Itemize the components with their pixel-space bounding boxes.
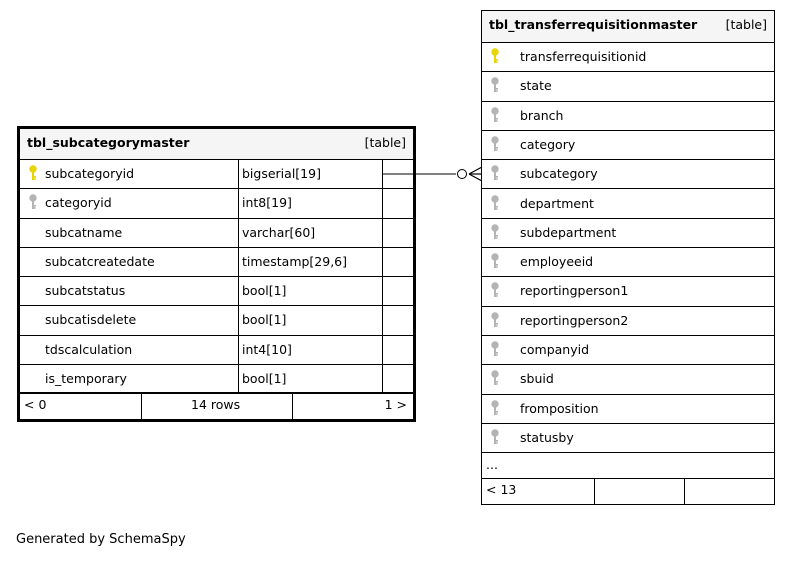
foreign-key-icon (490, 165, 500, 181)
column-name: tdscalculation (45, 341, 133, 357)
foreign-key-icon (490, 136, 500, 152)
primary-key-icon (490, 48, 500, 64)
table-row (482, 102, 774, 131)
table-footer (20, 392, 413, 419)
table-row (482, 72, 774, 101)
primary-key-icon (28, 165, 38, 181)
table-kind: [table] (364, 135, 406, 150)
subcategorymaster-table[interactable] (17, 126, 416, 422)
transferrequisitionmaster-table[interactable] (481, 10, 775, 505)
table-row (20, 336, 413, 365)
column-name: subcatname (45, 224, 123, 240)
column-divider (382, 160, 383, 393)
column-type: timestamp[29,6] (242, 253, 348, 269)
column-type: bool[1] (242, 370, 287, 386)
column-name: state (520, 78, 552, 94)
column-type: bigserial[19] (242, 166, 321, 181)
column-name: sbuid (520, 371, 554, 387)
table-name: tbl_subcategorymaster (27, 135, 190, 150)
column-name: employeeid (520, 254, 594, 270)
table-row (20, 277, 413, 306)
column-type: varchar[60] (242, 224, 316, 240)
table-kind: [table] (725, 17, 767, 32)
table-header (482, 11, 774, 43)
column-type: bool[1] (242, 283, 287, 298)
column-type: bool[1] (242, 312, 287, 328)
foreign-key-icon (490, 370, 500, 386)
footer-divider (594, 478, 595, 504)
table-row (482, 43, 774, 72)
column-name: branch (520, 107, 564, 123)
table-header (20, 129, 413, 160)
column-name: is_temporary (45, 370, 127, 386)
table-row (482, 131, 774, 160)
footer-children: 1 > (384, 397, 407, 412)
table-row (482, 395, 774, 424)
table-row (482, 160, 774, 189)
table-row (20, 365, 413, 394)
table-row (482, 219, 774, 248)
column-name: subcategoryid (45, 166, 135, 181)
generated-by-credit: Generated by SchemaSpy (16, 532, 186, 547)
table-footer (482, 478, 774, 504)
footer-parents: < 0 (24, 397, 47, 412)
column-name: subdepartment (520, 224, 617, 240)
column-name: subcategory (520, 166, 598, 182)
column-name: category (520, 136, 576, 152)
table-row (482, 424, 774, 453)
column-name: department (520, 195, 594, 211)
footer-row-count: 14 rows (191, 397, 241, 412)
table-row (20, 189, 413, 218)
footer-divider (141, 393, 142, 419)
foreign-key-icon (490, 282, 500, 298)
foreign-key-icon (490, 400, 500, 416)
foreign-key-icon (490, 341, 500, 357)
table-name: tbl_transferrequisitionmaster (489, 17, 698, 32)
column-name: companyid (520, 342, 590, 357)
foreign-key-icon (490, 429, 500, 445)
footer-parents: < 13 (486, 482, 517, 497)
table-row (482, 307, 774, 336)
table-row (482, 277, 774, 306)
column-name: reportingperson2 (520, 312, 629, 328)
more-columns-ellipsis: ... (486, 457, 498, 472)
foreign-key-icon (490, 77, 500, 93)
table-row (482, 190, 774, 219)
table-row (20, 248, 413, 277)
more-columns (482, 453, 774, 479)
table-row (20, 160, 413, 189)
column-name: statusby (520, 429, 574, 445)
column-name: transferrequisitionid (520, 49, 647, 64)
footer-divider (292, 393, 293, 419)
table-row (482, 248, 774, 277)
footer-divider (684, 478, 685, 504)
foreign-key-icon (490, 253, 500, 269)
column-name: subcatstatus (45, 283, 126, 298)
column-type: int8[19] (242, 195, 292, 211)
column-type: int4[10] (242, 341, 292, 357)
foreign-key-icon (490, 195, 500, 211)
column-name: subcatisdelete (45, 312, 137, 328)
foreign-key-icon (28, 194, 38, 210)
column-name: fromposition (520, 400, 599, 416)
column-name: categoryid (45, 195, 112, 211)
foreign-key-icon (490, 107, 500, 123)
foreign-key-icon (490, 224, 500, 240)
column-name: subcatcreatedate (45, 253, 155, 269)
table-row (482, 336, 774, 365)
column-name: reportingperson1 (520, 283, 629, 299)
zero-cardinality-circle (458, 170, 467, 179)
table-row (20, 219, 413, 248)
table-row (482, 365, 774, 394)
column-divider (238, 160, 239, 393)
table-row (20, 306, 413, 335)
foreign-key-icon (490, 312, 500, 328)
